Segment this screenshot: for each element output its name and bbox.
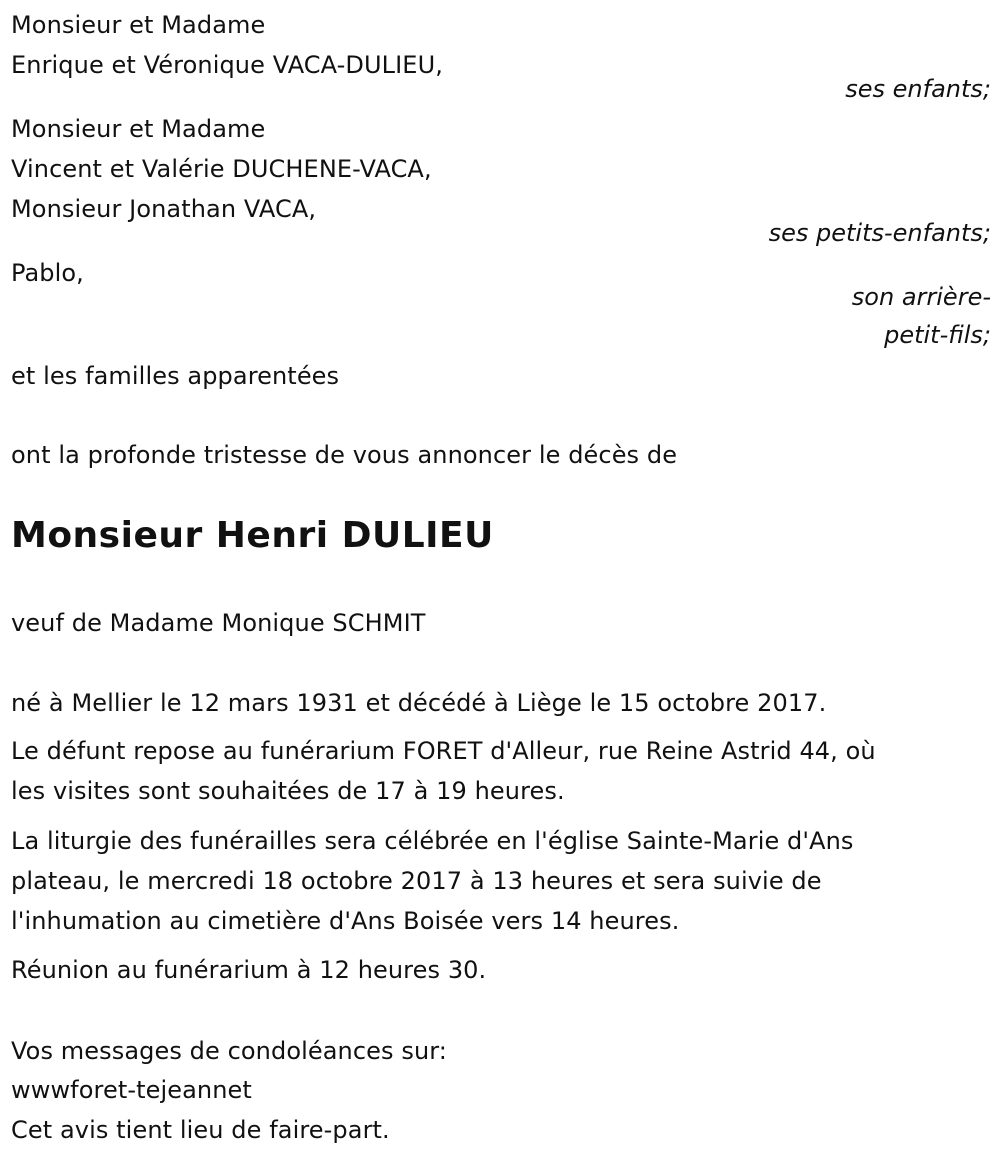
family-group3-role-line1: son arrière- <box>851 283 991 311</box>
family-group2-extra: Monsieur Jonathan VACA, <box>11 195 317 223</box>
family-group2-title: Monsieur et Madame <box>11 115 266 143</box>
family-group3-names: Pablo, <box>11 259 84 287</box>
family-group1-title: Monsieur et Madame <box>11 11 266 39</box>
family-group1-role: ses enfants; <box>845 75 991 103</box>
obituary-notice <box>11 0 991 1166</box>
family-group2-names: Vincent et Valérie DUCHENE-VACA, <box>11 155 432 183</box>
liturgy-line3: l'inhumation au cimetière d'Ans Boisée vers 14 heures. <box>11 907 680 935</box>
website-link[interactable]: wwwforet-tejeannet <box>11 1076 252 1104</box>
meeting-line: Réunion au funérarium à 12 heures 30. <box>11 956 487 984</box>
liturgy-line1: La liturgie des funérailles sera célébrée en l'église Sainte-Marie d'Ans <box>11 827 854 855</box>
deceased-name: Monsieur Henri DULIEU <box>11 515 494 556</box>
widower-line: veuf de Madame Monique SCHMIT <box>11 609 426 637</box>
liturgy-line2: plateau, le mercredi 18 octobre 2017 à 13 heures et sera suivie de <box>11 867 822 895</box>
relatives-line: et les familles apparentées <box>11 362 340 390</box>
notice-line: Cet avis tient lieu de faire-part. <box>11 1116 390 1144</box>
family-group2-role: ses petits-enfants; <box>768 219 991 247</box>
funerarium-line1: Le défunt repose au funérarium FORET d'Alleur, rue Reine Astrid 44, où <box>11 737 876 765</box>
announcement-line: ont la profonde tristesse de vous annoncer le décès de <box>11 441 678 469</box>
birth-death-line: né à Mellier le 12 mars 1931 et décédé à Liège le 15 octobre 2017. <box>11 689 827 717</box>
condolences-label: Vos messages de condoléances sur: <box>11 1037 447 1065</box>
funerarium-line2: les visites sont souhaitées de 17 à 19 heures. <box>11 777 565 805</box>
family-group3-role-line2: petit-fils; <box>884 321 991 349</box>
family-group1-names: Enrique et Véronique VACA-DULIEU, <box>11 51 443 79</box>
